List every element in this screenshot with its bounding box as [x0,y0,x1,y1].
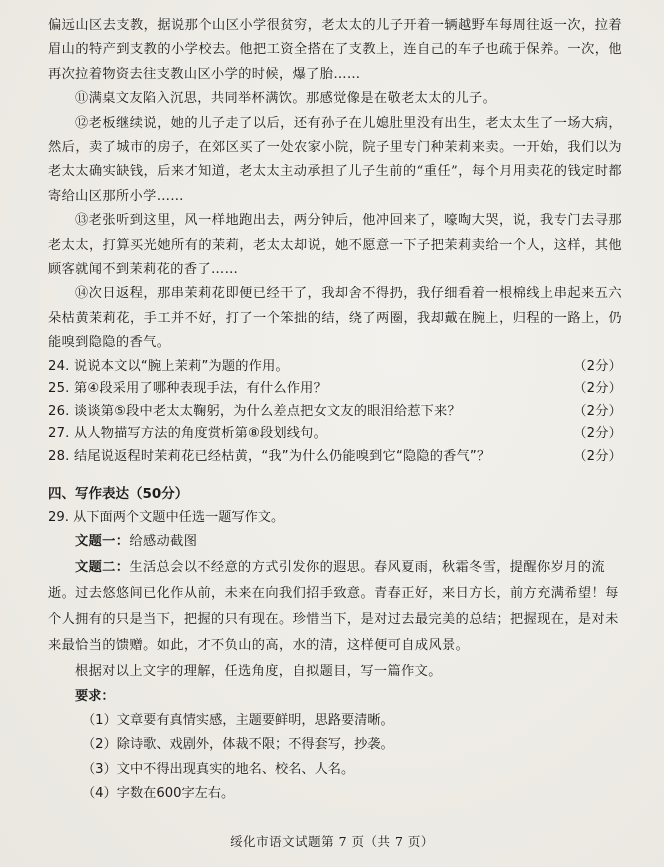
passage-paragraph-intro: 偏远山区去支教，据说那个山区小学很贫穷，老太太的儿子开着一辆越野车每周往返一次，拉着眉山的特产到支教的小学校去。他把工资全搭在了支教上，连自己的车子也疏于保养。一次，他再次拉着物资去往支教山区小学的时候，爆了胎…… [48,18,622,82]
requirement-item: （2）除诗歌、戏剧外，体裁不限；不得套写，抄袭。 [82,737,394,753]
question-text: 27. 从人物描写方法的角度赏析第⑧段划线句。 [48,426,327,442]
question-points: （2分） [573,449,622,465]
topic-one [48,529,622,555]
question-24 [48,356,622,379]
passage-paragraph-11: ⑪满桌文友陷入沉思，共同举杯满饮。那感觉像是在敬老太太的儿子。 [75,91,497,107]
passage-paragraph-12: ⑫老板继续说，她的儿子走了以后，还有孙子在儿媳肚里没有出生，老太太生了一场大病，然后，卖了城市的房子，在郊区买了一处农家小院，院子里专门种茉莉来卖。一开始，我们以为老太太确实缺钱，后来才知道，老太太主动承担了儿子生前的“重任”，每个月用卖花的钱定时都寄给山区那所小学…… [48,115,622,204]
question-list [48,356,622,469]
requirements-list [48,709,622,807]
topic-two-text: 生活总会以不经意的方式引发你的遐思。春风夏雨，秋霜冬雪，提醒你岁月的流逝。过去悠悠间已化作从前，未来在向我们招手致意。青春正好，来日方长，前方充满希望！每个人拥有的只是当下，把握的只有现在。珍惜当下，是对过去最完美的总结；把握现在，是对未来最恰当的馈赠。如此，才不负山的高，水的清，这样便可自成风景。 [48,559,619,653]
question-points: （2分） [573,426,622,442]
passage-paragraph-14: ⑭次日返程，那串茉莉花即便已经干了，我却舍不得扔，我仔细看着一根棉线上串起来五六朵枯黄茉莉花，手工并不好，打了一个笨拙的结，绕了两圈，我却戴在腕上，归程的一路上，仍能嗅到隐隐的香气。 [48,286,622,351]
question-28 [48,446,622,469]
section-title: 四、写作表达（50分） [48,485,189,502]
question-text: 24. 说说本文以“腕上茉莉”为题的作用。 [48,358,289,374]
topic-two [48,555,622,659]
requirement-item: （3）文中不得出现真实的地名、校名、人名。 [82,761,355,777]
question-25 [48,378,622,401]
question-27 [48,423,622,446]
requirements-title: 要求： [75,688,115,704]
writing-task: 29. 从下面两个文题中任选一题写作文。 [48,509,285,525]
passage-paragraph-13: ⑬老张听到这里，风一样地跑出去，两分钟后，他冲回来了，嚎啕大哭，说，我专门去寻那老太太，打算买光她所有的茉莉，老太太却说，她不愿意一下子把茉莉卖给一个人，这样，其他顾客就闻不到茉莉花的香了…… [48,213,622,278]
writing-instruction: 根据对以上文字的理解，任选角度，自拟题目，写一篇作文。 [75,663,442,679]
requirement-item: （1）文章要有真情实感，主题要鲜明，思路要清晰。 [82,712,394,728]
question-text: 28. 结尾说返程时茉莉花已经枯黄，“我”为什么仍能嗅到它“隐隐的香气”？ [48,449,491,465]
question-points: （2分） [573,403,622,419]
question-text: 26. 谈谈第⑤段中老太太鞠躬，为什么差点把女文友的眼泪给惹下来？ [48,403,461,419]
topic-one-text: 给感动截图 [129,533,198,549]
topic-two-label: 文题二： [75,559,130,575]
question-points: （2分） [573,381,622,397]
question-text: 25. 第④段采用了哪种表现手法，有什么作用？ [48,381,327,397]
question-26 [48,401,622,424]
page-footer: 绥化市语文试题第 7 页（共 7 页） [230,834,434,849]
requirement-item: （4）字数在600字左右。 [82,786,235,802]
topic-one-label: 文题一： [75,533,130,549]
question-points: （2分） [573,358,622,374]
